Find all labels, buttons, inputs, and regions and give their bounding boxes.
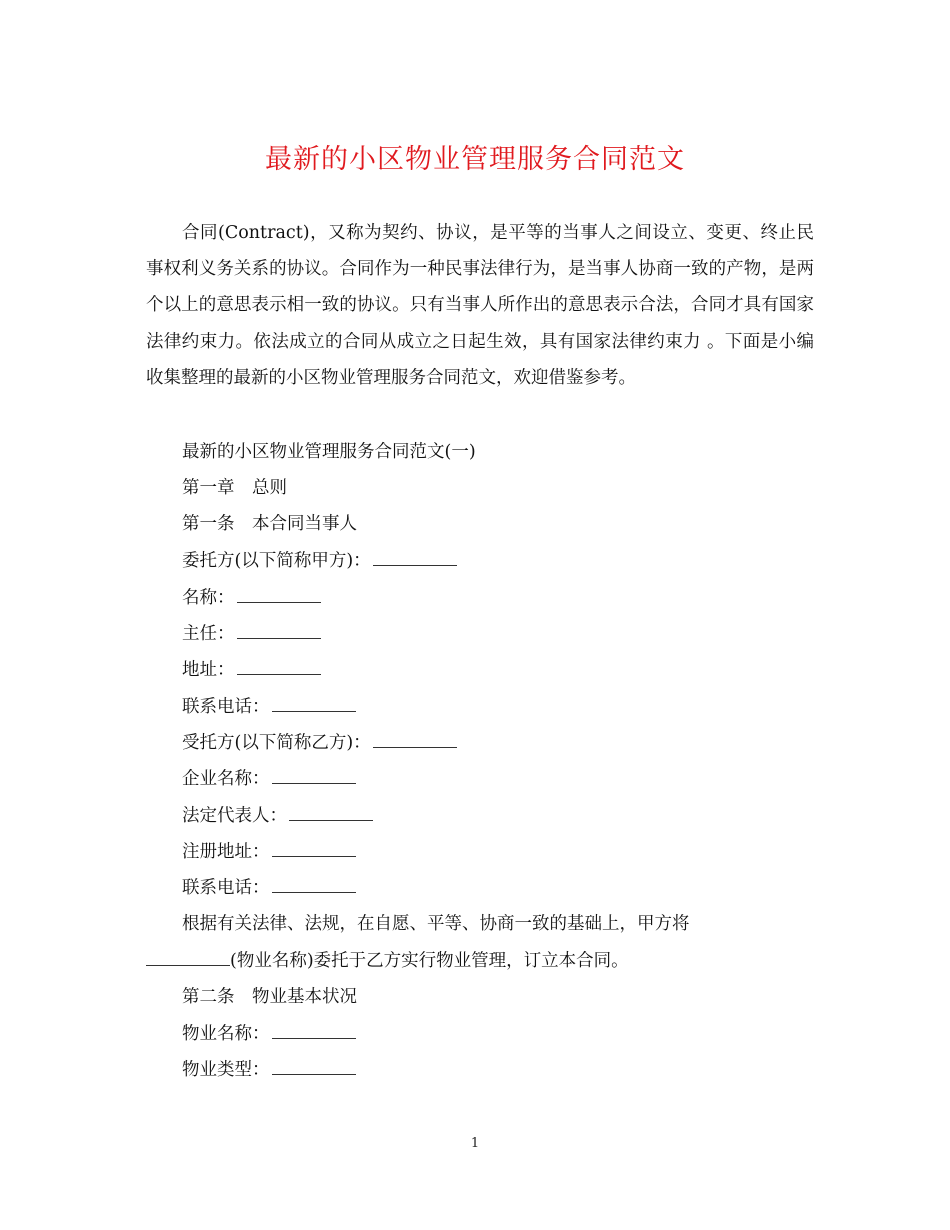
b-phone-line (182, 870, 356, 906)
fill-blank (272, 1022, 356, 1039)
fill-blank (272, 1058, 356, 1075)
basis-line-2 (146, 943, 629, 979)
field-label: 联系电话： (182, 697, 270, 717)
article2-heading-text: 第二条 物业基本状况 (182, 987, 357, 1007)
article2-heading (182, 979, 357, 1015)
fill-blank (373, 731, 457, 748)
field-label: 注册地址： (182, 842, 270, 862)
a-name-line (182, 580, 321, 616)
field-label: 受托方(以下简称乙方)： (182, 733, 371, 753)
fill-blank (272, 876, 356, 893)
field-label: 地址： (182, 660, 235, 680)
field-label: 法定代表人： (182, 806, 287, 826)
document-title: 最新的小区物业管理服务合同范文 (265, 144, 685, 175)
b-legal-rep-line (182, 798, 373, 834)
basis-text-1: 根据有关法律、法规，在自愿、平等、协商一致的基础上，甲方将 (182, 914, 690, 934)
a-phone-line (182, 689, 356, 725)
basis-line-1 (182, 906, 690, 942)
b-reg-address-line (182, 834, 356, 870)
basis-text-2: (物业名称)委托于乙方实行物业管理，订立本合同。 (230, 951, 629, 971)
property-type-line (182, 1052, 356, 1088)
field-label: 物业类型： (182, 1060, 270, 1080)
field-label: 企业名称： (182, 769, 270, 789)
a-address-line (182, 652, 321, 688)
property-name-line (182, 1016, 356, 1052)
party-b-line (182, 725, 457, 761)
fill-blank (237, 622, 321, 639)
article-heading (182, 506, 357, 542)
page-number: 1 (470, 1136, 480, 1151)
fill-blank (272, 840, 356, 857)
fill-blank (237, 658, 321, 675)
a-director-line (182, 616, 321, 652)
fill-blank (289, 804, 373, 821)
field-label: 名称： (182, 588, 235, 608)
fill-blank (373, 549, 457, 566)
fill-blank (146, 949, 230, 966)
party-a-line (182, 543, 457, 579)
article-heading-text: 第一条 本合同当事人 (182, 514, 357, 534)
fill-blank (272, 767, 356, 784)
field-label: 物业名称： (182, 1024, 270, 1044)
field-label: 联系电话： (182, 878, 270, 898)
intro-paragraph: 合同(Contract)，又称为契约、协议，是平等的当事人之间设立、变更、终止民事权利义务关系的协议。合同作为一种民事法律行为，是当事人协商一致的产物，是两个以上的意思表示相一致的协议。只有当事人所作出的意思表示合法，合同才具有国家法律约束力。依法成立的合同从成立之日起生效，具有国家法律约束力 。下面是小编收集整理的最新的小区物业管理服务合同范文，欢迎借鉴参考。 (146, 223, 814, 388)
chapter-heading (182, 470, 287, 506)
b-company-line (182, 761, 356, 797)
sample-heading-text: 最新的小区物业管理服务合同范文(一) (182, 442, 476, 462)
fill-blank (237, 586, 321, 603)
fill-blank (272, 695, 356, 712)
field-label: 委托方(以下简称甲方)： (182, 551, 371, 571)
sample-heading (182, 434, 476, 470)
field-label: 主任： (182, 624, 235, 644)
chapter-heading-text: 第一章 总则 (182, 478, 287, 498)
